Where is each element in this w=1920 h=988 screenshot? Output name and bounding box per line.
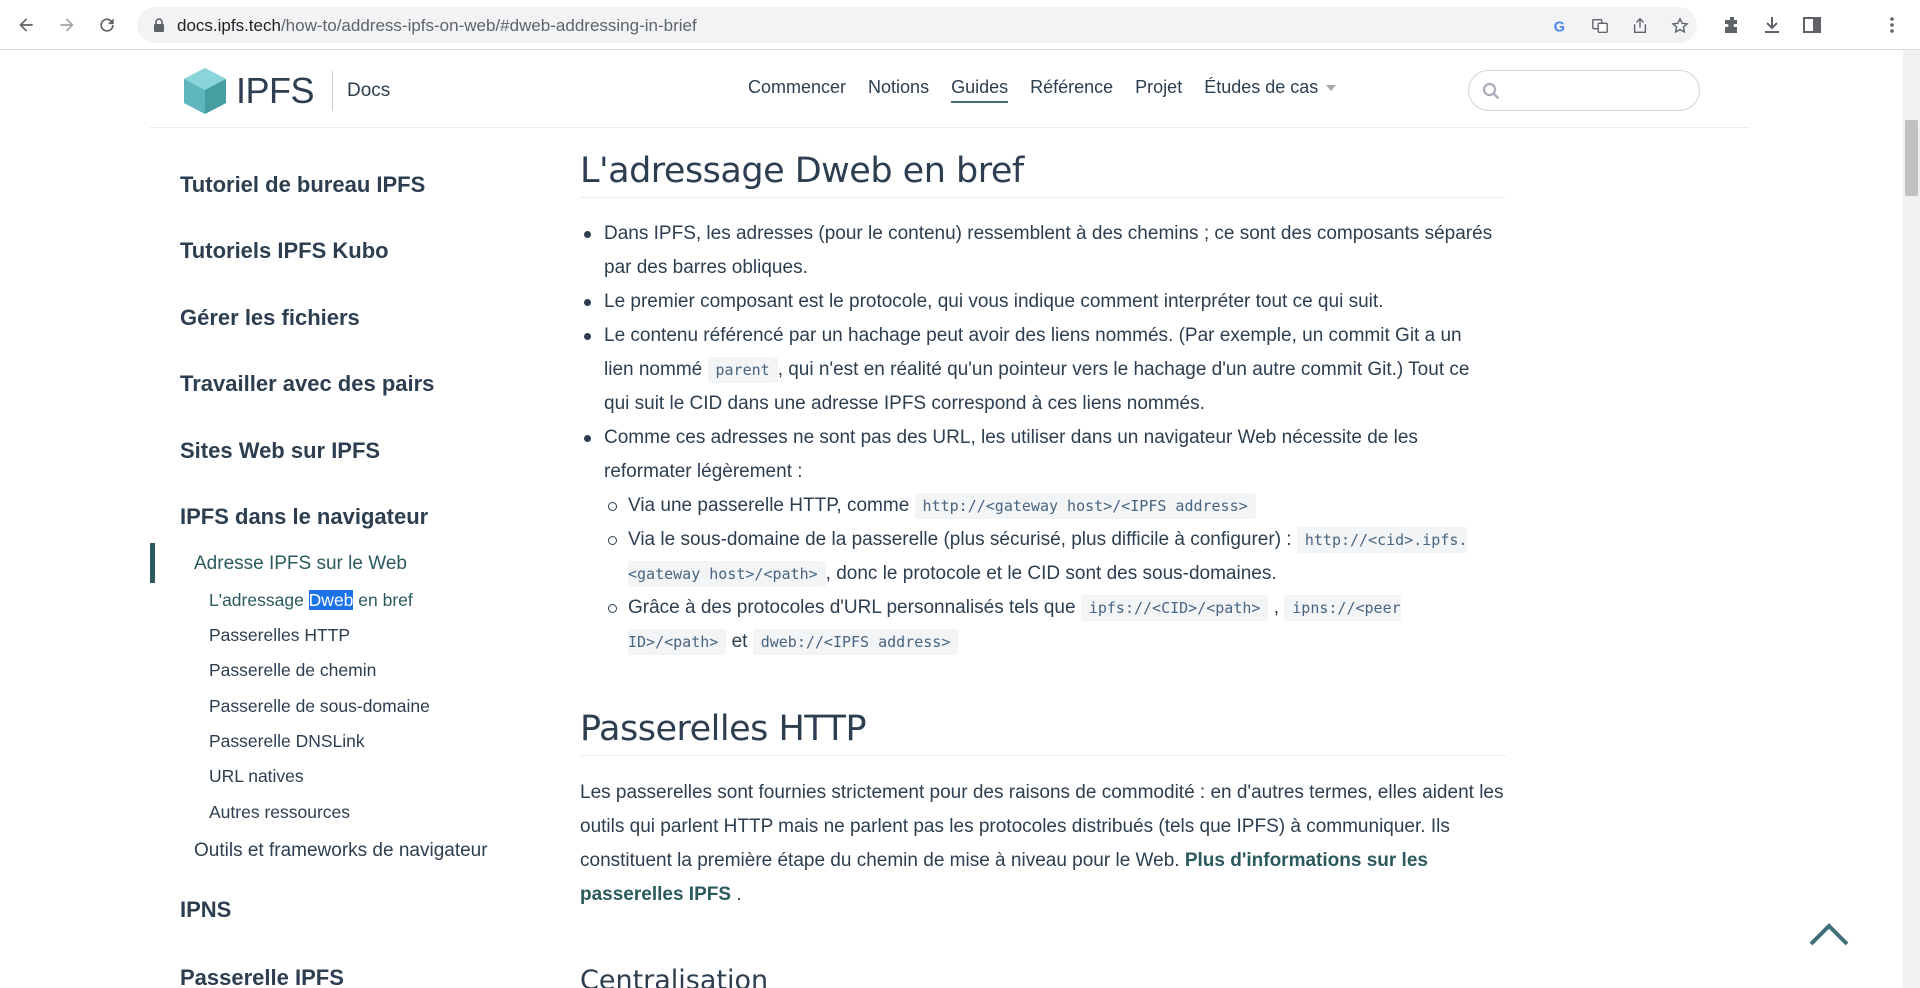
sidebar-sub-outils-frameworks[interactable]: Outils et frameworks de navigateur (194, 840, 488, 861)
inline-code: parent (708, 357, 778, 383)
sidebar-item-gerer-fichiers[interactable]: Gérer les fichiers (180, 305, 360, 330)
sidebar-sub2-passerelle-chemin[interactable]: Passerelle de chemin (209, 660, 377, 680)
forward-arrow-icon[interactable] (54, 12, 80, 38)
top-nav (748, 77, 1358, 103)
translate-icon[interactable] (1590, 16, 1610, 36)
sidebar-sub2-passerelles-http[interactable]: Passerelles HTTP (209, 625, 351, 645)
lock-icon (151, 17, 167, 33)
bullet-icon (584, 231, 591, 238)
chevron-up-icon (1808, 920, 1850, 948)
back-to-top-button[interactable] (1808, 920, 1850, 948)
nav-etudes-de-cas[interactable]: Études de cas (1204, 77, 1336, 103)
sub-list-item: Via une passerelle HTTP, comme http://<gateway host>/<IPFS address> (628, 489, 1498, 523)
svg-text:G: G (1553, 19, 1565, 35)
sidebar-item-tutoriel-bureau[interactable]: Tutoriel de bureau IPFS (180, 172, 426, 197)
section-heading-dweb: L'adressage Dweb en bref (580, 151, 1506, 198)
bullet-icon (584, 435, 591, 442)
back-arrow-icon[interactable] (13, 12, 39, 38)
selected-text: Dweb (308, 590, 354, 610)
sidebar-item-tutoriels-kubo[interactable]: Tutoriels IPFS Kubo (180, 238, 389, 263)
reload-icon[interactable] (94, 12, 120, 38)
site-header (150, 50, 1750, 128)
list-item: Dans IPFS, les adresses (pour le contenu) ressemblent à des chemins ; ce sont des composants séparés par des barres obliques. (604, 217, 1494, 285)
chevron-down-icon (1326, 85, 1336, 91)
sidebar-item-ipns[interactable]: IPNS (180, 897, 232, 922)
sidebar-sub-adresse-ipfs-web[interactable]: Adresse IPFS sur le Web (194, 553, 407, 574)
sidebar-item-sites-web[interactable]: Sites Web sur IPFS (180, 438, 381, 463)
sidebar-item-pairs[interactable]: Travailler avec des pairs (180, 371, 435, 396)
circle-bullet-icon (608, 536, 617, 545)
search-input[interactable] (1507, 79, 1687, 103)
nav-notions[interactable]: Notions (868, 77, 930, 97)
sidebar-sub2-adressage-dweb[interactable]: L'adressage Dweb en bref (209, 590, 413, 610)
sub-list-item: Via le sous-domaine de la passerelle (plus sécurisé, plus difficile à configurer) : http://<cid>.ipfs.<gateway host>/<path> , donc le protocole et le CID sont des sous-domaines. (628, 523, 1498, 591)
inline-code: http://<gateway host>/<IPFS address> (915, 493, 1256, 519)
search-icon (1482, 82, 1500, 100)
sidebar-sub2-url-natives[interactable]: URL natives (209, 766, 304, 786)
browser-toolbar (0, 0, 1920, 50)
list-item: Le premier composant est le protocole, qui vous indique comment interpréter tout ce qui suit. (604, 285, 1494, 319)
download-icon[interactable] (1760, 13, 1784, 37)
vertical-scrollbar[interactable] (1903, 50, 1920, 988)
address-bar[interactable] (137, 7, 1697, 43)
ipfs-cube-icon (182, 66, 228, 116)
inline-code: ipfs://<CID>/<path> (1081, 595, 1269, 621)
circle-bullet-icon (608, 604, 617, 613)
docs-label: Docs (347, 80, 391, 101)
logo-divider (332, 71, 333, 111)
share-icon[interactable] (1630, 16, 1650, 36)
bullet-icon (584, 299, 591, 306)
sidebar-sub2-passerelle-sous-domaine[interactable]: Passerelle de sous-domaine (209, 696, 430, 716)
nav-projet[interactable]: Projet (1135, 77, 1183, 97)
logo-text: IPFS (236, 70, 315, 111)
ipfs-logo[interactable] (182, 66, 390, 116)
menu-kebab-icon[interactable] (1880, 13, 1904, 37)
sidebar-sub2-passerelle-dnslink[interactable]: Passerelle DNSLink (209, 731, 365, 751)
google-icon[interactable] (1550, 16, 1570, 36)
sub-list-item: Grâce à des protocoles d'URL personnalisés tels que ipfs://<CID>/<path> , ipns://<peer ID>/<path> et dweb://<IPFS address> (628, 591, 1498, 659)
link-plus-informations[interactable]: Plus d'informations sur les passerelles IPFS (580, 850, 1428, 905)
circle-bullet-icon (608, 502, 617, 511)
side-panel-icon[interactable] (1800, 13, 1824, 37)
nav-commencer[interactable]: Commencer (748, 77, 847, 97)
list-item: Le contenu référencé par un hachage peut avoir des liens nommés. (Par exemple, un commit Git a un lien nommé parent , qui n'est en réalité qu'un pointeur vers le hachage d'un autre commit Git.) Tout ce qui suit le CID dans une adresse IPFS correspond à ces liens nommés. (604, 319, 1494, 421)
search-box[interactable] (1468, 70, 1700, 111)
sidebar-item-navigateur[interactable]: IPFS dans le navigateur (180, 504, 429, 529)
nav-guides[interactable]: Guides (951, 77, 1008, 103)
list-item: Comme ces adresses ne sont pas des URL, les utiliser dans un navigateur Web nécessite de les reformater légèrement : (604, 421, 1494, 489)
bookmark-star-icon[interactable] (1670, 16, 1690, 36)
scrollbar-thumb[interactable] (1905, 120, 1918, 196)
active-indicator (150, 543, 155, 583)
section-heading-centralisation: Centralisation (580, 965, 769, 988)
paragraph: Les passerelles sont fournies strictement pour des raisons de commodité : en d'autres termes, elles aident les outils qui parlent HTTP mais ne parlent pas les protocoles distribués (tels que IPFS) à communiquer. Ils constituent la première étape du chemin de mise à niveau pour le Web. Plus d'informations sur les passerelles IPFS . (580, 782, 1504, 905)
sidebar-item-passerelle-ipfs[interactable]: Passerelle IPFS (180, 965, 344, 988)
inline-code: http://<cid>.ipfs.<gateway host>/<path> (628, 527, 1467, 587)
sidebar-sub2-autres-ressources[interactable]: Autres ressources (209, 802, 351, 822)
extensions-icon[interactable] (1720, 13, 1744, 37)
inline-code: ipns://<peer ID>/<path> (628, 595, 1401, 655)
sidebar (150, 129, 550, 988)
nav-reference[interactable]: Référence (1030, 77, 1114, 97)
bullet-icon (584, 333, 591, 340)
section-heading-passerelles-http: Passerelles HTTP (580, 709, 1506, 756)
url-text: docs.ipfs.tech/how-to/address-ipfs-on-web/#dweb-addressing-in-brief (177, 16, 697, 35)
inline-code: dweb://<IPFS address> (753, 629, 959, 655)
